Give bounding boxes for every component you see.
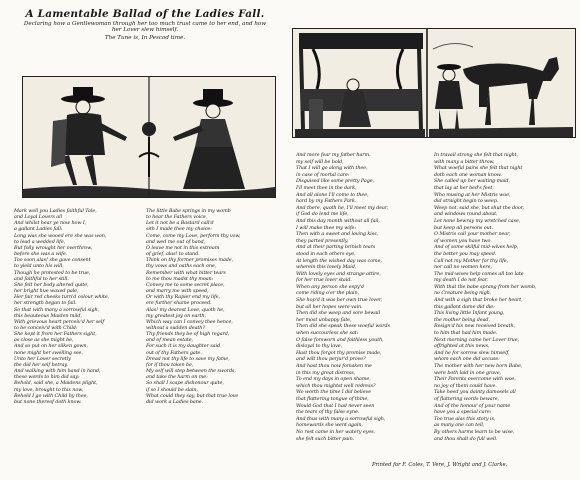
verse-line: Remember with what bitter tears (146, 269, 226, 276)
verse-line: of flattering words beware, (434, 395, 500, 402)
verse-line: Think on thy former promises made, (146, 257, 234, 264)
verse-line: that lay at her bed's feet, (434, 184, 494, 191)
verse-line: no joy of them could have. (434, 382, 497, 389)
verse-line: Weep not, said she, but shut the door, (434, 204, 524, 211)
verse-column-1 (14, 208, 142, 474)
verse-line: for her true lover staid. (296, 277, 352, 284)
verse-line: Too true alas this story is, (434, 415, 496, 422)
verse-line: her strength began to fail. (14, 300, 77, 307)
verse-line: to lead a wedded life, (14, 238, 66, 245)
verse-line: the better you may speed. (434, 250, 497, 257)
verse-line: out of thy Fathers gate. (146, 349, 202, 356)
verse-line: So that with many a sorrowful sigh, (14, 306, 100, 313)
verse-line: She called up her waiting-maid, (434, 178, 510, 185)
verse-line: my self will be bold, (296, 158, 344, 165)
verse-line: Resign'd his new received breath, (434, 323, 515, 330)
verse-line: Next morning came her Lover true, (434, 336, 519, 343)
verse-line: The mother with her new born Babe, (434, 363, 523, 369)
verse-line: And walking with him hand in hand, (14, 368, 101, 375)
verse-line: this beauteous Maiden mild, (14, 312, 82, 319)
verse-line: For such it is my daughter said (146, 343, 220, 350)
verse-line: I'll meet thee in the dark, (296, 184, 357, 191)
verse-line: as close as she might be, (14, 337, 74, 344)
verse-line: to yield unto his will, (14, 263, 64, 270)
verse-line: no Creature being nigh, (434, 290, 492, 297)
ballad-title: A Lamentable Ballad of the Ladies Fall. (25, 8, 265, 20)
verse-line: when succourless she sat: (296, 330, 359, 337)
verse-line: and windows round about, (434, 211, 498, 218)
ballad-subtitle: Declaring how a Gentlewoman through her too much trust came to her end, and how her Lover slew himself. (23, 21, 267, 34)
verse-line: Behold I go with Child by thee, (14, 392, 88, 399)
verse-line: she felt such bitter pain. (296, 435, 355, 442)
verse-line: doth each one woman know. (434, 171, 502, 178)
verse-line: affrighted at this news, (434, 343, 490, 350)
verse-line: No rest came in her watery eyes, (296, 428, 376, 435)
woodcut-courting-couple-image (23, 77, 275, 197)
verse-line: She kept it from her Fathers sight, (14, 331, 97, 338)
ballad-tune: The Tune is, In Pescod time. (104, 34, 186, 41)
verse-line: to be conceiv'd with Child: (14, 324, 78, 331)
verse-line: in this my great distress, (296, 369, 356, 376)
verse-line: And so put on her silken gown, (14, 343, 88, 350)
verse-line: hard by my Fathers Park. (296, 198, 357, 205)
verse-line: And he for sorrow slew himself, (434, 349, 510, 356)
verse-line: with many a bitter throw, (434, 158, 495, 165)
verse-line: And there, quoth he, I'll meet my dear, (296, 204, 389, 211)
verse-line: And hast thou now forsaken me (296, 363, 372, 369)
verse-line: With that the babe sprang from her womb, (434, 283, 537, 290)
verse-line: in case of mortal care: (296, 171, 350, 178)
verse-line: And with a sigh that broke her heart, (434, 297, 523, 304)
verse-line: but none thereof doth know. (14, 398, 82, 405)
verse-line: without a sudden death? (146, 324, 205, 331)
verse-line: sith I made thee my choice: (146, 226, 212, 233)
verse-line: none might her swelling see. (14, 349, 83, 356)
verse-line: Convey me to some secret place, (146, 281, 225, 288)
verse-line: her most unhappy fate, (296, 316, 352, 323)
woodcut-bed-chamber-and-horseman (292, 28, 576, 138)
printer-imprint: Printed for F. Coles, T. Vere, J. Wright and J. Clarke. (372, 462, 508, 468)
verse-line: were both laid in one grave, (434, 369, 501, 376)
verse-line: What woeful pains she felt that night (434, 165, 523, 172)
verse-line: to hear the Fathers voice, (146, 214, 208, 221)
verse-line: Take heed you dainty damosels all (434, 389, 516, 396)
verse-line: and of mean estate, (146, 337, 194, 344)
verse-column-3 (296, 152, 432, 456)
left-page (14, 8, 276, 474)
verse-line: What could they say, but that true love (146, 392, 239, 399)
verse-line: and Loyal Lovers all (14, 214, 63, 221)
verse-line: they parted presently, (296, 237, 349, 244)
verse-line: And all alone I'll come to thee, (296, 191, 369, 198)
verse-line: ere further shame proceed. (146, 300, 212, 307)
verse-line: and marry me with speed, (146, 288, 209, 295)
verse-line: O leave me not in this extream (146, 244, 220, 251)
verse-line: But folly wrought her overthrow, (14, 244, 93, 251)
verse-line: to me thou madst thy moan: (146, 275, 214, 282)
verse-line: Their Parents overcome with woe, (434, 376, 516, 383)
verse-line: She hop'd it was her own true lover, (296, 297, 383, 304)
verse-line: Long was she wooed ere she was won, (14, 232, 107, 239)
verse-line: but keep all persons out. (434, 224, 493, 231)
verse-line: Who musing at her Mistris woe, (434, 191, 511, 198)
verse-line: my greatest joy on earth, (146, 312, 206, 319)
verse-line: if so I should be slain, (146, 386, 198, 393)
verse-line: the mother being dead, (434, 316, 490, 323)
verse-line: She felt her body altered quite, (14, 281, 89, 288)
verse-line: my death I do not fear. (434, 277, 488, 284)
verse-line: but all her hopes were vain. (296, 303, 363, 310)
verse-line: And of the honour of your name (434, 402, 511, 409)
verse-line: nor call no women here, (434, 264, 492, 271)
verse-line: Too soon alas! she gave consent (14, 257, 91, 264)
verse-line: whom each one did accuse: (434, 356, 500, 363)
verse-line: which thou mightst well redress? (296, 382, 376, 389)
verse-line: O false forsworn and faithless youth, (296, 336, 384, 343)
verse-line: With grievous heart perceiv'd her self (14, 318, 105, 325)
verse-line: Though he protested to be true, (14, 269, 91, 276)
verse-line: Behold, said she, a Maidens plight, (14, 380, 98, 387)
verse-line: And thus with many a sorrowful sigh, (296, 415, 386, 422)
verse-line: Dread not thy life to save my fame, (146, 355, 230, 362)
verse-line: Unto her Lover secretly (14, 355, 71, 362)
verse-line: and wed me out of hand, (146, 238, 206, 245)
verse-line: did straight begin to weep. (434, 198, 499, 205)
verse-line: Hast thou forgot thy promise made, (296, 349, 382, 356)
verse-line: Mark well you Ladies faithful Tale, (14, 208, 97, 214)
verse-line: In travail strong she felt that night, (434, 152, 518, 158)
verse-line: and faithful to her still. (14, 275, 69, 282)
woodcut-bed-chamber-image (293, 29, 575, 137)
verse-line: for if thou taken be, (146, 361, 194, 368)
verse-line: come riding o'er the plain, (296, 290, 360, 297)
verse-line: Come, come my Love, perform thy vow, (146, 232, 241, 239)
verse-line: thy vows and oaths each one, (146, 263, 217, 270)
verse-line: a gallant Ladies fall: (14, 226, 63, 233)
verse-line: the did her self betray, (14, 361, 68, 368)
verse-line: And whilst hear ye now how I, (14, 220, 87, 227)
verse-line: And more fear my father harm, (296, 152, 371, 158)
verse-line: before she was a wife. (14, 251, 68, 258)
woodcut-courting-couple (22, 76, 276, 198)
right-page (292, 28, 574, 474)
verse-line: my love, brought to this now, (14, 386, 84, 393)
verse-line: Thy friends they be of high regard, (146, 331, 230, 338)
verse-line: Alas! my dearest Love, quoth he, (146, 306, 225, 313)
verse-line: did work a Ladies bane. (146, 398, 203, 405)
verse-line: her bright hue waxed pale, (14, 288, 79, 295)
verse-line: Then with a sweet and loving kiss, (296, 231, 379, 238)
verse-line: if God do lend me life, (296, 211, 349, 218)
verse-line: stood in each others eye. (296, 250, 356, 257)
verse-line: Disguised like some pretty Page, (296, 178, 374, 185)
verse-line: Let none bewray my wretched case, (434, 217, 521, 224)
verse-line: I will make thee my wife: (296, 224, 356, 231)
verse-line: the tears of thy false eyne. (296, 409, 360, 416)
verse-line: of women you have two, (434, 237, 492, 244)
verse-line: And this day month without all fail, (296, 217, 380, 224)
verse-line: homewards she went again, (296, 422, 363, 429)
verse-line: to him that had him made. (434, 330, 498, 337)
verse-column-2 (146, 208, 276, 474)
verse-line: My self will step between the swords, (146, 368, 236, 375)
verse-line: The mid-wives help comes all too late (434, 270, 524, 277)
verse-line: have you a special care: (434, 409, 492, 416)
verse-line: So shall I scape dishonour quite, (146, 380, 224, 387)
verse-line: Her fair red cheeks turn'd colour white, (14, 294, 110, 301)
verse-line: The little Babe springs in my womb (146, 208, 231, 214)
verse-line: wherein this lovely Maid, (296, 264, 357, 271)
verse-line: this gallant dame did die: (434, 303, 495, 310)
verse-line: O Mistris call your mother near, (434, 231, 511, 238)
verse-line: Wo worth the time I did believe (296, 389, 371, 396)
verse-line: that flattering tongue of thine, (296, 395, 369, 402)
verse-line: of grief, alas! to stand. (146, 251, 200, 258)
verse-line: and take the harm on me: (146, 374, 208, 381)
verse-line: these words to him did say: (14, 374, 80, 381)
verse-line: This living little Infant young, (434, 310, 505, 317)
verse-line: And of some skilful mid-wives help, (434, 244, 519, 251)
verse-line: Then did she weep and sore bewail (296, 310, 381, 317)
verse-line: Then did she speak these woeful words (296, 323, 390, 330)
verse-line: Which way can I convey thee hence, (146, 318, 233, 325)
verse-line: and wilt thou perjur'd prove? (296, 356, 366, 363)
verse-line: and thou shalt do full well. (434, 435, 498, 442)
verse-line: And at their parting brinish tears (296, 244, 376, 251)
verse-line: With lovely eyes and strange attire, (296, 270, 381, 277)
verse-line: Would God that I had never seen (296, 402, 375, 409)
verse-line: Let it not be a Bastard call'd (146, 220, 214, 227)
verse-column-4 (434, 152, 574, 456)
verse-line: disloyal to thy love, (296, 343, 343, 350)
verse-line: When any person she espy'd (296, 283, 364, 290)
verse-line: Or with thy Rapier end my life, (146, 294, 220, 301)
verse-line: as many one can tell, (434, 422, 485, 429)
verse-line: By others harms learn to be wise, (434, 428, 515, 435)
verse-line: Call not my Mother for thy life, (434, 257, 509, 264)
verse-line: To end my days in open shame, (296, 376, 371, 383)
verse-line: That I will go along with thee, (296, 165, 368, 172)
verse-line: At length the wished day was come, (296, 257, 382, 264)
